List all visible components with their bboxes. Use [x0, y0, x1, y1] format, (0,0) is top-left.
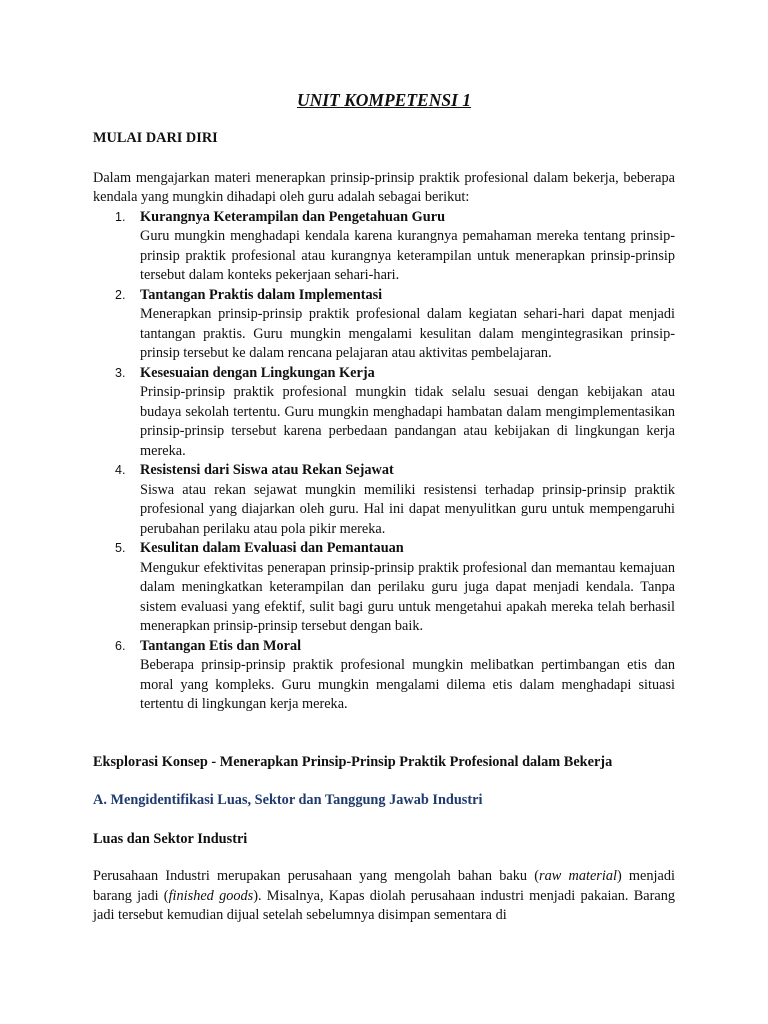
list-item-title: Kesulitan dalam Evaluasi dan Pemantauan: [140, 540, 404, 556]
para-part-3: ). Misalnya, Kapas diolah perusahaan industri menjadi pakaian. Barang jadi tersebut kemudian dijual setelah sebelumnya disimpan sementara di: [93, 887, 676, 923]
para-raw-material: raw material: [539, 868, 617, 884]
challenge-list: [93, 208, 675, 715]
list-item-title: Tantangan Praktis dalam Implementasi: [140, 286, 383, 303]
unit-title: UNIT KOMPETENSI 1: [296, 90, 472, 110]
intro-paragraph: Dalam mengajarkan materi menerapkan prinsip-prinsip praktik profesional dalam bekerja, beberapa kendala yang mungkin dihadapi oleh guru adalah sebagai berikut:: [93, 169, 675, 205]
para-part-2: ) menjadi barang jadi (: [93, 868, 675, 904]
list-item: [93, 364, 675, 462]
list-item-text: Beberapa prinsip-prinsip praktik profesional mungkin melibatkan pertimbangan etis dan moral yang kompleks. Guru mungkin mengalami dilema etis dalam menghadapi situasi tertentu di lingkungan kerja mereka.: [140, 657, 675, 712]
document-page: [93, 88, 675, 926]
heading-section-a: A. Mengidentifikasi Luas, Sektor dan Tanggung Jawab Industri: [93, 792, 483, 808]
list-item-number: 2.: [115, 287, 126, 302]
list-item: [93, 208, 675, 286]
list-item: [93, 461, 675, 539]
heading-eksplorasi-konsep: Eksplorasi Konsep - Menerapkan Prinsip-Prinsip Praktik Profesional dalam Bekerja: [93, 753, 613, 770]
list-item-title: Kurangnya Keterampilan dan Pengetahuan Guru: [140, 208, 446, 225]
list-item-text: Mengukur efektivitas penerapan prinsip-prinsip praktik profesional dan memantau kemajuan dalam meningkatkan keterampilan dan perilaku guru juga dapat menjadi kendala. Tanpa sistem evaluasi yang efektif, sulit bagi guru untuk mengetahui apakah mereka telah berhasil menerapkan prinsip-prinsip tersebut dengan baik.: [140, 559, 675, 634]
list-item-number: 6.: [115, 638, 126, 653]
list-item: [93, 286, 675, 364]
list-item-title: Resistensi dari Siswa atau Rekan Sejawat: [140, 462, 394, 478]
list-item-text: Siswa atau rekan sejawat mungkin memiliki resistensi terhadap prinsip-prinsip praktik profesional yang diajarkan oleh guru. Hal ini dapat menyulitkan guru untuk mempengaruhi perubahan perilaku atau pola pikir mereka.: [140, 481, 675, 537]
list-item-title: Tantangan Etis dan Moral: [140, 637, 302, 654]
list-item-text: Guru mungkin menghadapi kendala karena kurangnya pemahaman mereka tentang prinsip-prinsip praktik profesional atau kurangnya keterampilan untuk menerapkan prinsip-prinsip tersebut dalam konteks pekerjaan sehari-hari.: [140, 228, 675, 283]
list-item: [93, 637, 675, 715]
para-part-1: Perusahaan Industri merupakan perusahaan yang mengolah bahan baku (: [93, 868, 540, 884]
list-item-text: Prinsip-prinsip praktik profesional mungkin tidak selalu sesuai dengan kebijakan atau budaya sekolah tertentu. Guru mungkin menghadapi hambatan dalam mengimplementasikan prinsip-prinsip tersebut karena perbedaan pandangan atau kebijakan di lingkungan kerja mereka.: [140, 384, 675, 459]
list-item-title: Kesesuaian dengan Lingkungan Kerja: [140, 364, 375, 381]
list-item-number: 5.: [115, 541, 126, 555]
industry-paragraph: [93, 867, 675, 926]
list-item-number: 3.: [115, 365, 126, 380]
heading-luas-dan-sektor: Luas dan Sektor Industri: [93, 830, 248, 847]
list-item-number: 4.: [115, 463, 126, 477]
list-item: [93, 539, 675, 637]
heading-mulai-dari-diri: MULAI DARI DIRI: [93, 130, 218, 146]
list-item-text: Menerapkan prinsip-prinsip praktik profesional dalam kegiatan sehari-hari dapat menjadi tantangan praktis. Guru mungkin mengalami kesulitan dalam mengintegrasikan prinsip-prinsip tersebut ke dalam rencana pelajaran atau aktivitas pembelajaran.: [140, 306, 675, 361]
para-finished-goods: finished goods: [168, 887, 254, 904]
list-item-number: 1.: [115, 209, 126, 224]
